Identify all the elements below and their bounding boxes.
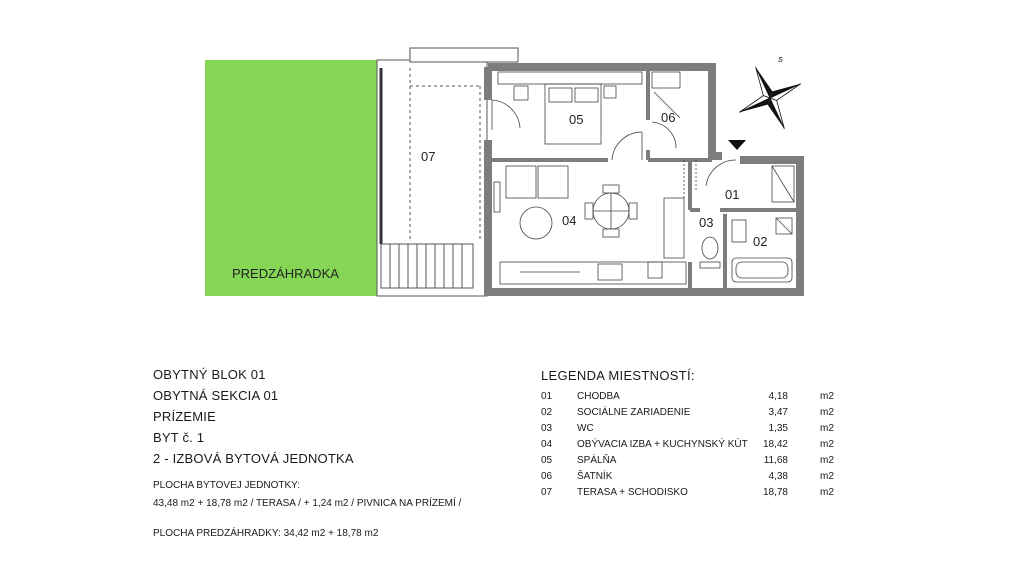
unit-type: 2 - IZBOVÁ BYTOVÁ JEDNOTKA — [153, 451, 354, 466]
front-garden — [205, 60, 377, 296]
legend-name: ŠATNÍK — [577, 471, 613, 482]
legend-num: 05 — [541, 455, 553, 466]
living-furniture — [494, 166, 686, 284]
room-label-05: 05 — [569, 112, 584, 127]
room-label-06: 06 — [661, 110, 676, 125]
legend-row — [541, 421, 841, 437]
legend-unit: m2 — [820, 439, 834, 450]
unit-title: BYT č. 1 — [153, 430, 205, 445]
legend-name: SPÁLŇA — [577, 455, 617, 466]
legend-area: 18,42 — [762, 439, 788, 450]
terrace — [377, 48, 518, 296]
legend-row — [541, 485, 841, 501]
legend-unit: m2 — [820, 407, 834, 418]
legend-area: 3,47 — [768, 407, 788, 418]
legend-area: 11,68 — [763, 455, 788, 466]
legend-title: LEGENDA MIESTNOSTÍ: — [541, 368, 695, 383]
entrance-arrow-icon — [728, 140, 746, 150]
legend-name: TERASA + SCHODISKO — [577, 487, 688, 498]
legend-unit: m2 — [820, 423, 834, 434]
legend-name: WC — [577, 423, 594, 434]
legend-name: OBÝVACIA IZBA + KUCHYNSKÝ KÚT — [577, 439, 748, 450]
floor-title: PRÍZEMIE — [153, 409, 216, 424]
legend-row — [541, 437, 841, 453]
room-label-01: 01 — [725, 187, 740, 202]
bathroom-fixtures — [700, 166, 794, 282]
legend-unit: m2 — [820, 487, 834, 498]
block-title: OBYTNÝ BLOK 01 — [153, 367, 266, 382]
room-label-04: 04 — [562, 213, 577, 228]
bedroom-furniture — [498, 72, 680, 144]
room-label-03: 03 — [699, 215, 714, 230]
legend-area: 4,38 — [768, 471, 788, 482]
legend-row — [541, 453, 841, 469]
flat-area-title: PLOCHA BYTOVEJ JEDNOTKY: — [153, 480, 301, 491]
legend-unit: m2 — [820, 471, 834, 482]
room-label-02: 02 — [753, 234, 768, 249]
legend-num: 07 — [541, 487, 553, 498]
legend-name: CHODBA — [577, 391, 620, 402]
legend-row — [541, 389, 841, 405]
staircase — [381, 244, 473, 288]
compass-icon — [725, 53, 815, 143]
legend-num: 01 — [541, 391, 553, 402]
legend-num: 02 — [541, 407, 553, 418]
garden-label: PREDZÁHRADKA — [232, 266, 339, 281]
garden-area: PLOCHA PREDZÁHRADKY: 34,42 m2 + 18,78 m2 — [153, 528, 379, 539]
legend-row — [541, 405, 841, 421]
flat-area-value: 43,48 m2 + 18,78 m2 / TERASA / + 1,24 m2 / PIVNICA NA PRÍZEMÍ / — [153, 498, 462, 509]
legend-area: 18,78 — [762, 487, 788, 498]
legend-num: 03 — [541, 423, 553, 434]
legend-row — [541, 469, 841, 485]
room-label-07: 07 — [421, 149, 436, 164]
legend-area: 1,35 — [768, 423, 788, 434]
compass-label: S — [778, 57, 783, 64]
room-legend — [541, 368, 841, 501]
legend-unit: m2 — [820, 391, 834, 402]
legend-area: 4,18 — [768, 391, 788, 402]
section-title: OBYTNÁ SEKCIA 01 — [153, 388, 279, 403]
legend-num: 04 — [541, 439, 553, 450]
legend-num: 06 — [541, 471, 553, 482]
legend-unit: m2 — [820, 455, 834, 466]
apartment-info — [153, 364, 461, 541]
legend-name: SOCIÁLNE ZARIADENIE — [577, 407, 691, 418]
